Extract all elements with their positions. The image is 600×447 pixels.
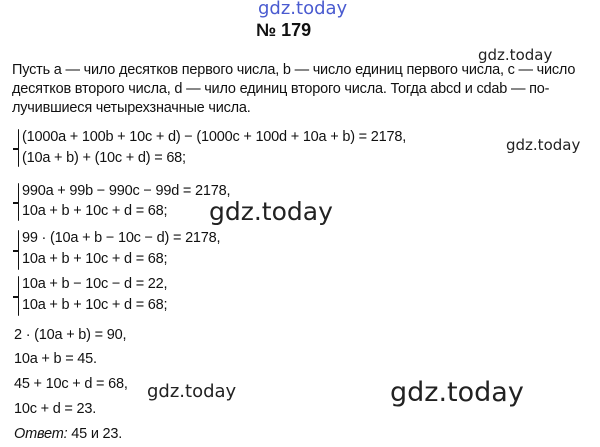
intro-line-2: десятков второго числа, d — чило единиц второго числа. Тогда abcd и cdab — по-	[12, 81, 550, 97]
watermark-right-top: gdz.today	[478, 46, 553, 64]
equation: (10a + b) + (10c + d) = 68;	[22, 150, 186, 166]
equation: (1000a + 100b + 10c + d) − (1000c + 100d + 10a + b) = 2178,	[22, 129, 407, 145]
answer-line	[14, 426, 122, 442]
equation: 10c + d = 23.	[14, 401, 97, 417]
equation: 10a + b + 10c + d = 68;	[22, 203, 168, 219]
equation: 45 + 10c + d = 68,	[14, 376, 128, 392]
watermark-center: gdz.today	[209, 197, 333, 226]
intro-line-3: лучившиеся четырехзначные числа.	[12, 100, 251, 116]
answer-value: 45 и 23.	[71, 426, 123, 442]
equation: 10a + b = 45.	[14, 351, 97, 367]
watermark-right-mid: gdz.today	[506, 136, 581, 154]
system-brace	[18, 183, 19, 221]
equation: 99 · (10a + b − 10c − d) = 2178,	[22, 230, 221, 246]
system-brace	[18, 276, 19, 316]
equation: 10a + b + 10c + d = 68;	[22, 251, 168, 267]
answer-label: Ответ:	[14, 426, 68, 442]
equation: 990a + 99b − 990c − 99d = 2178,	[22, 183, 231, 199]
equation: 10a + b + 10c + d = 68;	[22, 297, 168, 313]
watermark-bottom-left: gdz.today	[147, 381, 237, 402]
system-brace	[18, 230, 19, 270]
equation: 2 · (10a + b) = 90,	[14, 327, 127, 343]
problem-title: № 179	[256, 20, 312, 40]
equation: 10a + b − 10c − d = 22,	[22, 276, 168, 292]
watermark-top: gdz.today	[258, 0, 348, 19]
system-brace	[18, 129, 19, 167]
intro-line-1: Пусть a — чило десятков первого числа, b — число единиц первого числа, c — число	[12, 62, 576, 78]
watermark-bottom-right: gdz.today	[390, 377, 524, 408]
